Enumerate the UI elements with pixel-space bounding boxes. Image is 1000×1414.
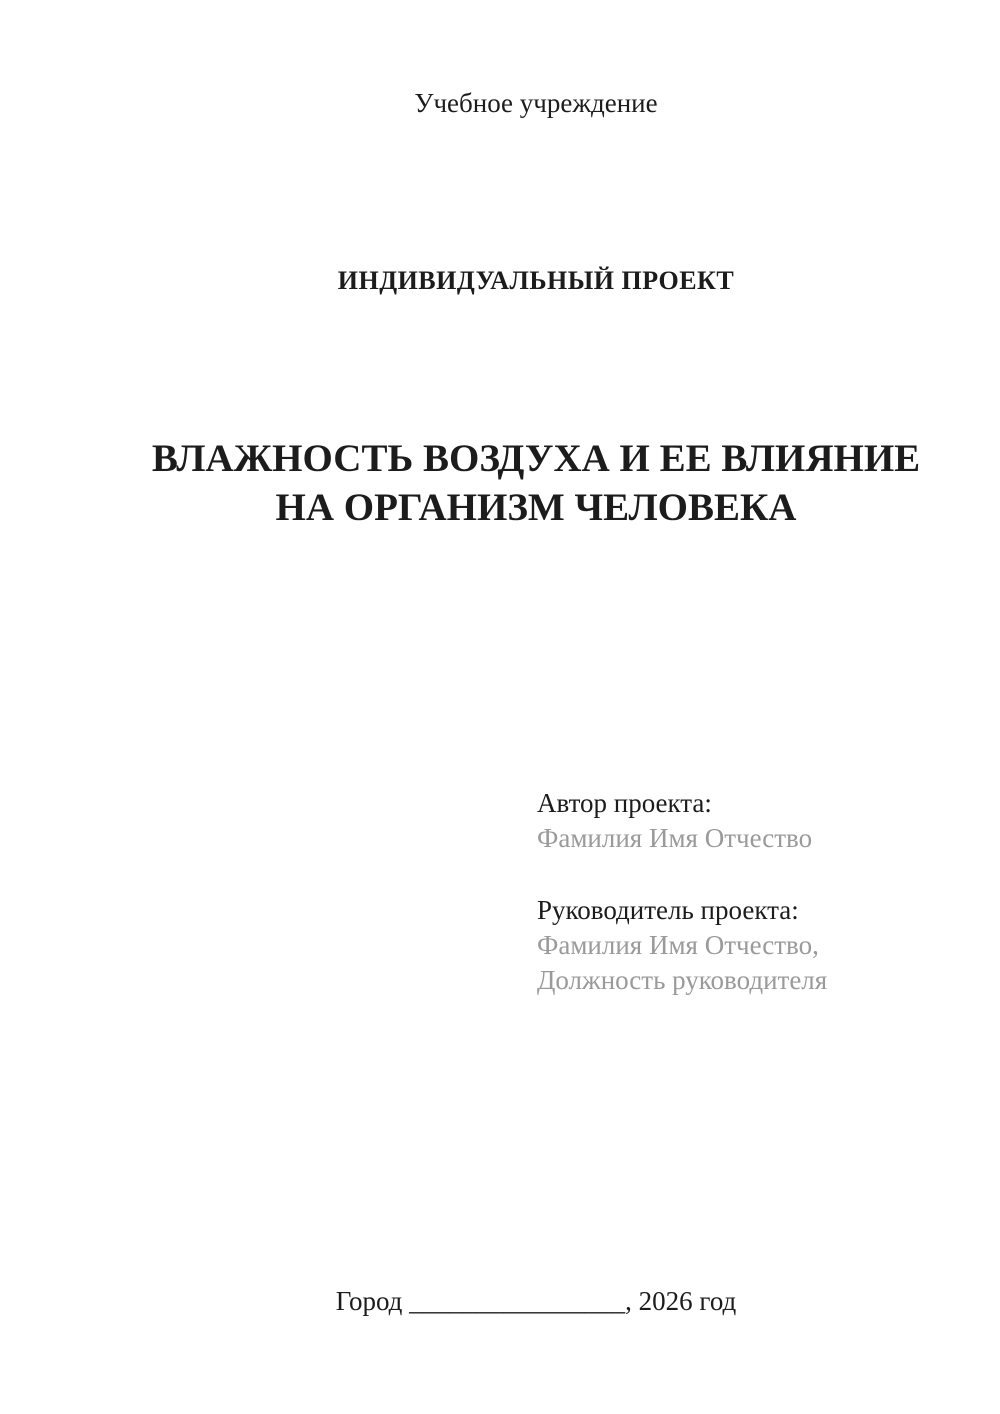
author-name-placeholder: Фамилия Имя Отчество (537, 823, 813, 853)
supervisor-position-placeholder: Должность руководителя (537, 965, 828, 995)
project-type-heading: ИНДИВИДУАЛЬНЫЙ ПРОЕКТ (337, 266, 735, 295)
project-title (72, 434, 1000, 532)
project-title-line1: ВЛАЖНОСТЬ ВОЗДУХА И ЕЕ ВЛИЯНИЕ (151, 437, 921, 480)
project-title-line2: НА ОРГАНИЗМ ЧЕЛОВЕКА (275, 486, 797, 529)
institution-name: Учебное учреждение (414, 88, 658, 118)
page-content (72, 0, 1000, 1414)
credits-block (537, 786, 827, 998)
credits-spacer (537, 856, 827, 893)
city-year-line: Город ________________, 2026 год (335, 1286, 737, 1316)
supervisor-label: Руководитель проекта: (537, 895, 799, 925)
author-label: Автор проекта: (537, 788, 712, 818)
supervisor-name-placeholder: Фамилия Имя Отчество, (537, 930, 819, 960)
